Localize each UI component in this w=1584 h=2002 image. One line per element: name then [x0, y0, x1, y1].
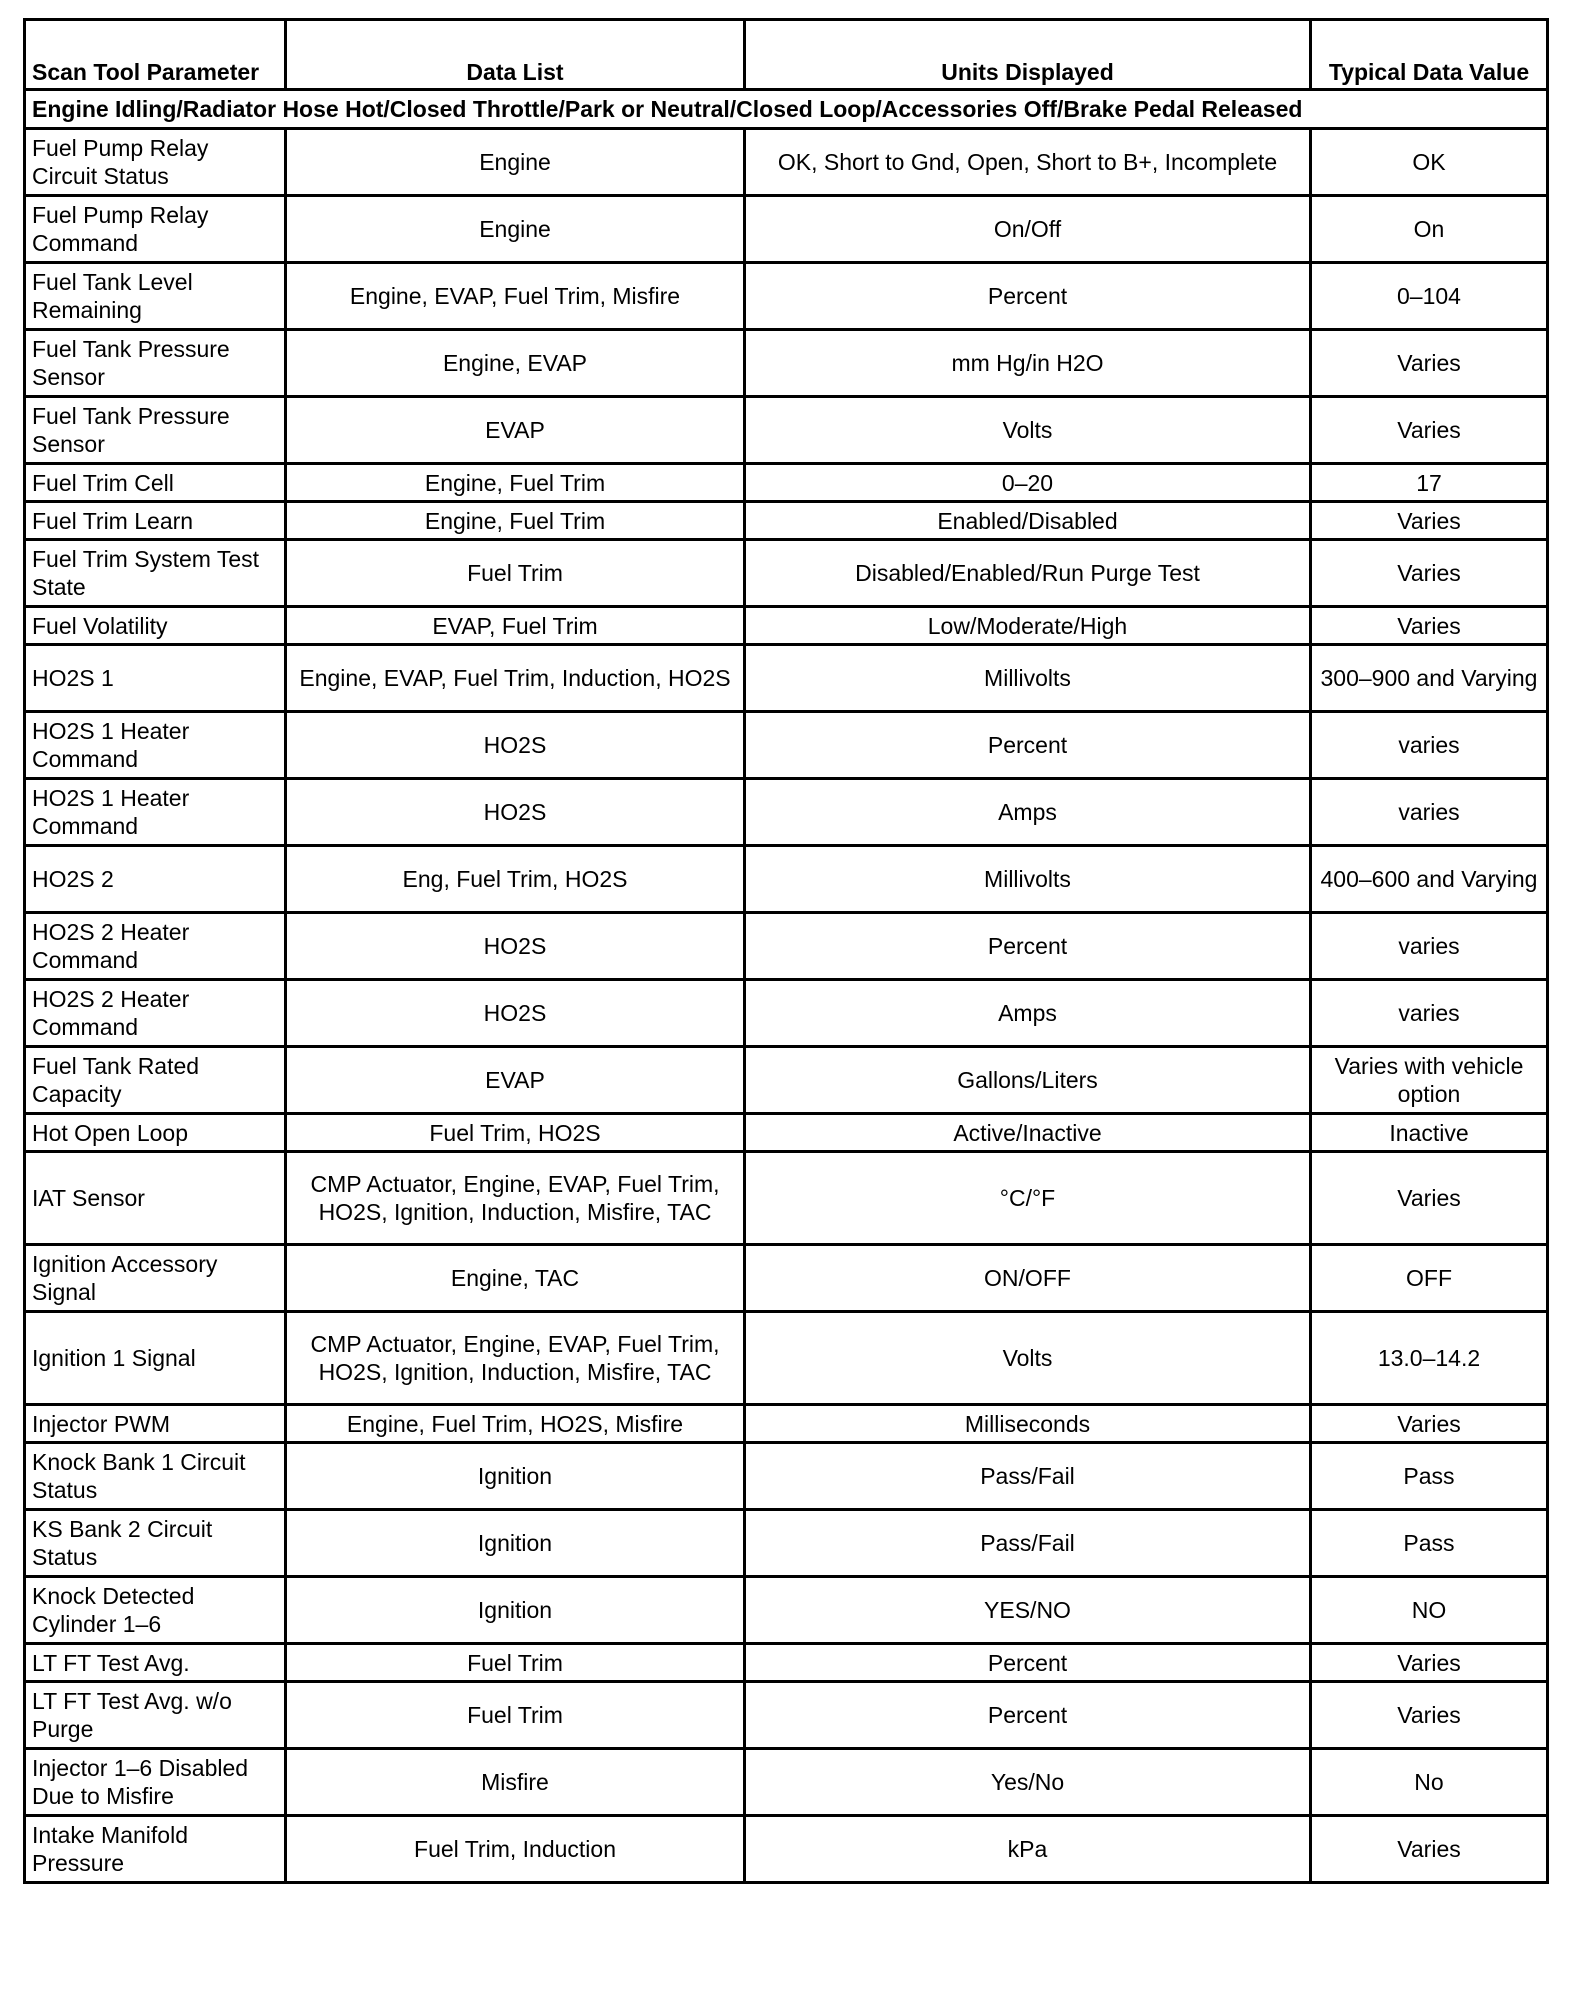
- cell-data-list: CMP Actuator, Engine, EVAP, Fuel Trim, HO2S, Ignition, Induction, Misfire, TAC: [286, 1312, 745, 1405]
- table-row: [25, 1152, 1548, 1245]
- cell-data-list: EVAP, Fuel Trim: [286, 607, 745, 645]
- cell-scan-tool-parameter: IAT Sensor: [25, 1152, 286, 1245]
- cell-units-displayed: Low/Moderate/High: [745, 607, 1311, 645]
- cell-scan-tool-parameter: Fuel Volatility: [25, 607, 286, 645]
- table-row: [25, 1443, 1548, 1510]
- table-row: [25, 263, 1548, 330]
- cell-units-displayed: Yes/No: [745, 1749, 1311, 1816]
- cell-scan-tool-parameter: Injector 1–6 Disabled Due to Misfire: [25, 1749, 286, 1816]
- cell-typical-data-value: NO: [1311, 1577, 1548, 1644]
- cell-units-displayed: Amps: [745, 980, 1311, 1047]
- cell-data-list: Engine, Fuel Trim, HO2S, Misfire: [286, 1405, 745, 1443]
- table-row: [25, 645, 1548, 712]
- cell-units-displayed: YES/NO: [745, 1577, 1311, 1644]
- cell-units-displayed: 0–20: [745, 464, 1311, 502]
- header-typical-data-value: Typical Data Value: [1311, 20, 1548, 90]
- cell-data-list: CMP Actuator, Engine, EVAP, Fuel Trim, HO2S, Ignition, Induction, Misfire, TAC: [286, 1152, 745, 1245]
- cell-units-displayed: Active/Inactive: [745, 1114, 1311, 1152]
- cell-data-list: Engine: [286, 129, 745, 196]
- table-row: [25, 1577, 1548, 1644]
- table-row: [25, 464, 1548, 502]
- cell-typical-data-value: Varies: [1311, 1405, 1548, 1443]
- cell-units-displayed: Percent: [745, 263, 1311, 330]
- table-row: [25, 1510, 1548, 1577]
- cell-typical-data-value: Pass: [1311, 1510, 1548, 1577]
- table-row: [25, 540, 1548, 607]
- cell-scan-tool-parameter: Knock Detected Cylinder 1–6: [25, 1577, 286, 1644]
- cell-typical-data-value: Varies: [1311, 1816, 1548, 1883]
- table-header: [25, 20, 1548, 90]
- cell-units-displayed: Millivolts: [745, 846, 1311, 913]
- cell-typical-data-value: Varies with vehicle option: [1311, 1047, 1548, 1114]
- table-row: [25, 330, 1548, 397]
- cell-data-list: Fuel Trim: [286, 1682, 745, 1749]
- cell-typical-data-value: On: [1311, 196, 1548, 263]
- cell-typical-data-value: 0–104: [1311, 263, 1548, 330]
- cell-data-list: Misfire: [286, 1749, 745, 1816]
- header-row: [25, 20, 1548, 90]
- cell-units-displayed: Pass/Fail: [745, 1510, 1311, 1577]
- table-row: [25, 1816, 1548, 1883]
- cell-units-displayed: Percent: [745, 913, 1311, 980]
- cell-units-displayed: Gallons/Liters: [745, 1047, 1311, 1114]
- header-units-displayed: Units Displayed: [745, 20, 1311, 90]
- cell-data-list: Engine, TAC: [286, 1245, 745, 1312]
- operating-condition: Engine Idling/Radiator Hose Hot/Closed Throttle/Park or Neutral/Closed Loop/Accessories Off/Brake Pedal Released: [25, 90, 1548, 129]
- cell-units-displayed: Enabled/Disabled: [745, 502, 1311, 540]
- cell-units-displayed: Volts: [745, 397, 1311, 464]
- cell-typical-data-value: Varies: [1311, 1682, 1548, 1749]
- cell-units-displayed: Milliseconds: [745, 1405, 1311, 1443]
- cell-scan-tool-parameter: Ignition Accessory Signal: [25, 1245, 286, 1312]
- cell-data-list: Fuel Trim, HO2S: [286, 1114, 745, 1152]
- table-row: [25, 913, 1548, 980]
- cell-data-list: Engine, Fuel Trim: [286, 502, 745, 540]
- cell-typical-data-value: No: [1311, 1749, 1548, 1816]
- table-row: [25, 1114, 1548, 1152]
- cell-scan-tool-parameter: HO2S 2 Heater Command: [25, 913, 286, 980]
- cell-data-list: HO2S: [286, 779, 745, 846]
- cell-data-list: HO2S: [286, 980, 745, 1047]
- cell-units-displayed: Volts: [745, 1312, 1311, 1405]
- cell-data-list: Fuel Trim: [286, 1644, 745, 1682]
- table-row: [25, 1245, 1548, 1312]
- table-row: [25, 502, 1548, 540]
- cell-scan-tool-parameter: Fuel Trim Learn: [25, 502, 286, 540]
- cell-typical-data-value: Inactive: [1311, 1114, 1548, 1152]
- cell-scan-tool-parameter: Fuel Trim System Test State: [25, 540, 286, 607]
- cell-units-displayed: Millivolts: [745, 645, 1311, 712]
- cell-scan-tool-parameter: LT FT Test Avg.: [25, 1644, 286, 1682]
- cell-data-list: Fuel Trim: [286, 540, 745, 607]
- cell-data-list: Ignition: [286, 1443, 745, 1510]
- cell-data-list: Engine: [286, 196, 745, 263]
- cell-typical-data-value: OFF: [1311, 1245, 1548, 1312]
- table-row: [25, 779, 1548, 846]
- table-row: [25, 1644, 1548, 1682]
- table-row: [25, 196, 1548, 263]
- cell-units-displayed: Percent: [745, 1644, 1311, 1682]
- cell-units-displayed: °C/°F: [745, 1152, 1311, 1245]
- table-row: [25, 712, 1548, 779]
- cell-data-list: EVAP: [286, 1047, 745, 1114]
- cell-data-list: Ignition: [286, 1510, 745, 1577]
- cell-units-displayed: ON/OFF: [745, 1245, 1311, 1312]
- cell-data-list: Ignition: [286, 1577, 745, 1644]
- cell-scan-tool-parameter: LT FT Test Avg. w/o Purge: [25, 1682, 286, 1749]
- cell-typical-data-value: 400–600 and Varying: [1311, 846, 1548, 913]
- cell-scan-tool-parameter: HO2S 1 Heater Command: [25, 712, 286, 779]
- cell-units-displayed: On/Off: [745, 196, 1311, 263]
- cell-typical-data-value: Varies: [1311, 502, 1548, 540]
- cell-typical-data-value: 13.0–14.2: [1311, 1312, 1548, 1405]
- cell-scan-tool-parameter: Hot Open Loop: [25, 1114, 286, 1152]
- cell-data-list: HO2S: [286, 712, 745, 779]
- cell-typical-data-value: varies: [1311, 779, 1548, 846]
- cell-typical-data-value: Varies: [1311, 540, 1548, 607]
- cell-typical-data-value: 17: [1311, 464, 1548, 502]
- cell-units-displayed: Disabled/Enabled/Run Purge Test: [745, 540, 1311, 607]
- cell-typical-data-value: varies: [1311, 712, 1548, 779]
- table-row: [25, 129, 1548, 196]
- cell-scan-tool-parameter: HO2S 1 Heater Command: [25, 779, 286, 846]
- cell-scan-tool-parameter: Fuel Trim Cell: [25, 464, 286, 502]
- cell-typical-data-value: varies: [1311, 913, 1548, 980]
- cell-scan-tool-parameter: Fuel Tank Pressure Sensor: [25, 330, 286, 397]
- cell-units-displayed: kPa: [745, 1816, 1311, 1883]
- cell-scan-tool-parameter: HO2S 2: [25, 846, 286, 913]
- cell-typical-data-value: Varies: [1311, 1152, 1548, 1245]
- scan-tool-data-table: [23, 18, 1549, 1884]
- cell-typical-data-value: varies: [1311, 980, 1548, 1047]
- cell-typical-data-value: 300–900 and Varying: [1311, 645, 1548, 712]
- cell-data-list: EVAP: [286, 397, 745, 464]
- table-row: [25, 1749, 1548, 1816]
- table-row: [25, 980, 1548, 1047]
- cell-scan-tool-parameter: KS Bank 2 Circuit Status: [25, 1510, 286, 1577]
- cell-data-list: Engine, EVAP, Fuel Trim, Misfire: [286, 263, 745, 330]
- cell-data-list: Engine, EVAP, Fuel Trim, Induction, HO2S: [286, 645, 745, 712]
- table-row: [25, 1047, 1548, 1114]
- cell-scan-tool-parameter: Fuel Tank Pressure Sensor: [25, 397, 286, 464]
- cell-typical-data-value: Varies: [1311, 1644, 1548, 1682]
- cell-scan-tool-parameter: Fuel Pump Relay Command: [25, 196, 286, 263]
- header-scan-tool-parameter: Scan Tool Parameter: [25, 20, 286, 90]
- table-row: [25, 397, 1548, 464]
- cell-typical-data-value: Varies: [1311, 607, 1548, 645]
- table-row: [25, 846, 1548, 913]
- cell-data-list: Engine, EVAP: [286, 330, 745, 397]
- cell-scan-tool-parameter: Fuel Tank Rated Capacity: [25, 1047, 286, 1114]
- table-row: [25, 607, 1548, 645]
- cell-units-displayed: Percent: [745, 712, 1311, 779]
- cell-data-list: Eng, Fuel Trim, HO2S: [286, 846, 745, 913]
- cell-scan-tool-parameter: Injector PWM: [25, 1405, 286, 1443]
- cell-units-displayed: OK, Short to Gnd, Open, Short to B+, Incomplete: [745, 129, 1311, 196]
- cell-typical-data-value: Pass: [1311, 1443, 1548, 1510]
- cell-units-displayed: Pass/Fail: [745, 1443, 1311, 1510]
- cell-scan-tool-parameter: Ignition 1 Signal: [25, 1312, 286, 1405]
- cell-typical-data-value: Varies: [1311, 330, 1548, 397]
- cell-scan-tool-parameter: HO2S 1: [25, 645, 286, 712]
- cell-data-list: HO2S: [286, 913, 745, 980]
- cell-typical-data-value: Varies: [1311, 397, 1548, 464]
- cell-scan-tool-parameter: Fuel Pump Relay Circuit Status: [25, 129, 286, 196]
- cell-units-displayed: Percent: [745, 1682, 1311, 1749]
- cell-units-displayed: Amps: [745, 779, 1311, 846]
- table-row: [25, 1405, 1548, 1443]
- operating-condition-row: [25, 90, 1548, 129]
- cell-data-list: Engine, Fuel Trim: [286, 464, 745, 502]
- cell-scan-tool-parameter: Intake Manifold Pressure: [25, 1816, 286, 1883]
- cell-data-list: Fuel Trim, Induction: [286, 1816, 745, 1883]
- table-body: [25, 90, 1548, 1883]
- header-data-list: Data List: [286, 20, 745, 90]
- cell-typical-data-value: OK: [1311, 129, 1548, 196]
- table-row: [25, 1312, 1548, 1405]
- table-row: [25, 1682, 1548, 1749]
- cell-scan-tool-parameter: Knock Bank 1 Circuit Status: [25, 1443, 286, 1510]
- cell-scan-tool-parameter: HO2S 2 Heater Command: [25, 980, 286, 1047]
- cell-units-displayed: mm Hg/in H2O: [745, 330, 1311, 397]
- cell-scan-tool-parameter: Fuel Tank Level Remaining: [25, 263, 286, 330]
